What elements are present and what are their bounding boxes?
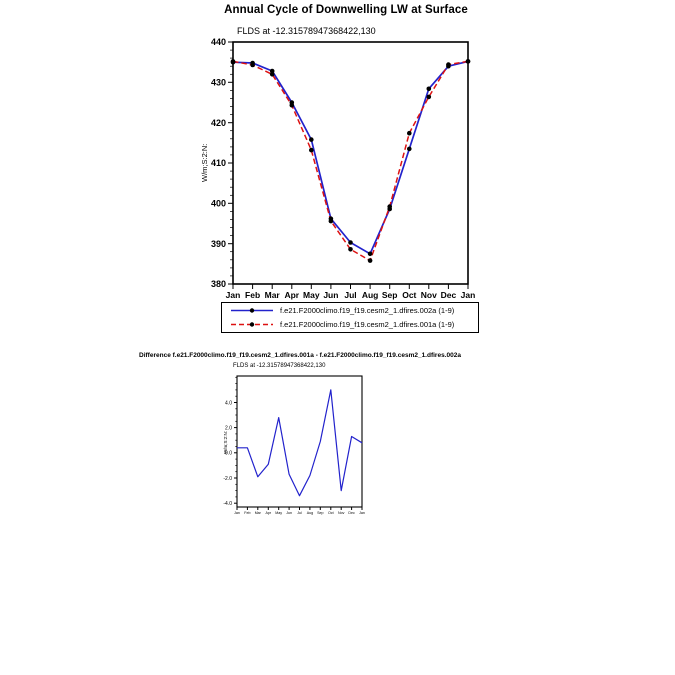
- data-point-marker: [309, 137, 314, 142]
- legend-line-sample: [229, 319, 275, 330]
- data-point-marker: [466, 59, 471, 64]
- x-tick-label: Jun: [323, 290, 339, 300]
- y-tick-label: 4.0: [225, 400, 232, 407]
- x-tick-label: Apr: [284, 290, 300, 300]
- legend-marker-dot: [250, 308, 254, 312]
- data-point-marker: [387, 204, 392, 209]
- x-tick-label: Jun: [286, 511, 292, 515]
- x-tick-label: Mar: [254, 511, 261, 515]
- data-point-marker: [270, 72, 275, 77]
- x-tick-label: Nov: [337, 511, 345, 515]
- data-point-marker: [407, 147, 412, 152]
- y-tick-label: 430: [210, 77, 226, 88]
- legend-item-0: [222, 304, 478, 318]
- main-chart-y-axis-label: W/m;S:2:N:: [200, 143, 209, 183]
- data-point-marker: [290, 103, 295, 108]
- y-tick-label: 440: [210, 37, 226, 48]
- x-tick-label: Oct: [402, 290, 417, 300]
- y-tick-label: 2.0: [225, 425, 232, 432]
- y-tick-label: -2.0: [223, 475, 232, 482]
- data-point-marker: [427, 87, 432, 92]
- legend-marker-dot: [250, 322, 254, 326]
- x-tick-label: Jul: [297, 511, 302, 515]
- legend-label: f.e21.F2000climo.f19_f19.cesm2_1.dfires.001a (1-9): [280, 320, 455, 329]
- series-line-0: [233, 61, 468, 253]
- x-tick-label: Mar: [264, 290, 280, 300]
- x-tick-label: Sep: [317, 511, 324, 515]
- x-tick-label: Apr: [265, 511, 272, 515]
- legend-box: [221, 302, 479, 333]
- y-tick-label: -4.0: [223, 501, 232, 507]
- x-tick-label: Dec: [348, 511, 355, 515]
- x-tick-label: Feb: [244, 511, 251, 515]
- x-tick-label: Jan: [359, 511, 365, 515]
- main-chart-subtitle: FLDS at -12.31578947368422,130: [237, 26, 376, 36]
- y-tick-label: 380: [210, 279, 226, 290]
- data-point-marker: [309, 148, 314, 153]
- diff-chart-subtitle: FLDS at -12.31578947368422,130: [233, 363, 326, 369]
- data-point-marker: [427, 95, 432, 100]
- series-line-1: [233, 61, 468, 260]
- y-tick-label: 410: [210, 158, 226, 169]
- x-tick-label: Jan: [460, 290, 476, 300]
- x-tick-label: Jan: [234, 511, 240, 515]
- data-point-marker: [329, 219, 334, 224]
- legend-label: f.e21.F2000climo.f19_f19.cesm2_1.dfires.002a (1-9): [280, 306, 455, 315]
- x-tick-label: Nov: [420, 290, 437, 300]
- data-point-marker: [446, 62, 451, 67]
- x-tick-label: Feb: [245, 290, 261, 300]
- data-point-marker: [348, 247, 353, 252]
- data-point-marker: [250, 63, 255, 68]
- diff-chart-y-axis-label: W/m;S:2:N:: [223, 430, 228, 454]
- data-point-marker: [368, 252, 373, 257]
- y-tick-label: 420: [210, 117, 226, 128]
- data-point-marker: [231, 59, 236, 64]
- x-tick-label: Dec: [440, 290, 457, 300]
- data-point-marker: [407, 131, 412, 136]
- x-tick-label: Aug: [361, 290, 379, 300]
- diff-chart-title: Difference f.e21.F2000climo.f19_f19.cesm2_1.dfires.001a - f.e21.F2000climo.f19_f19.cesm2_1.dfires.002a: [139, 352, 461, 359]
- legend-line-sample: [229, 305, 275, 316]
- x-tick-label: Jan: [225, 290, 241, 300]
- x-tick-label: Aug: [306, 511, 314, 515]
- x-tick-label: May: [303, 290, 320, 300]
- y-tick-label: 0.0: [225, 450, 232, 457]
- data-point-marker: [368, 258, 373, 263]
- data-point-marker: [348, 240, 353, 245]
- x-tick-label: Jul: [344, 290, 357, 300]
- series-line-0: [237, 390, 362, 496]
- x-tick-label: Oct: [328, 511, 334, 515]
- main-chart-title: Annual Cycle of Downwelling LW at Surface: [224, 4, 468, 16]
- plot-box: [237, 376, 362, 507]
- y-tick-label: 390: [210, 238, 226, 249]
- x-tick-label: Sep: [381, 290, 398, 300]
- legend-item-1: [222, 318, 478, 332]
- y-tick-label: 400: [210, 198, 226, 209]
- x-tick-label: May: [275, 511, 283, 515]
